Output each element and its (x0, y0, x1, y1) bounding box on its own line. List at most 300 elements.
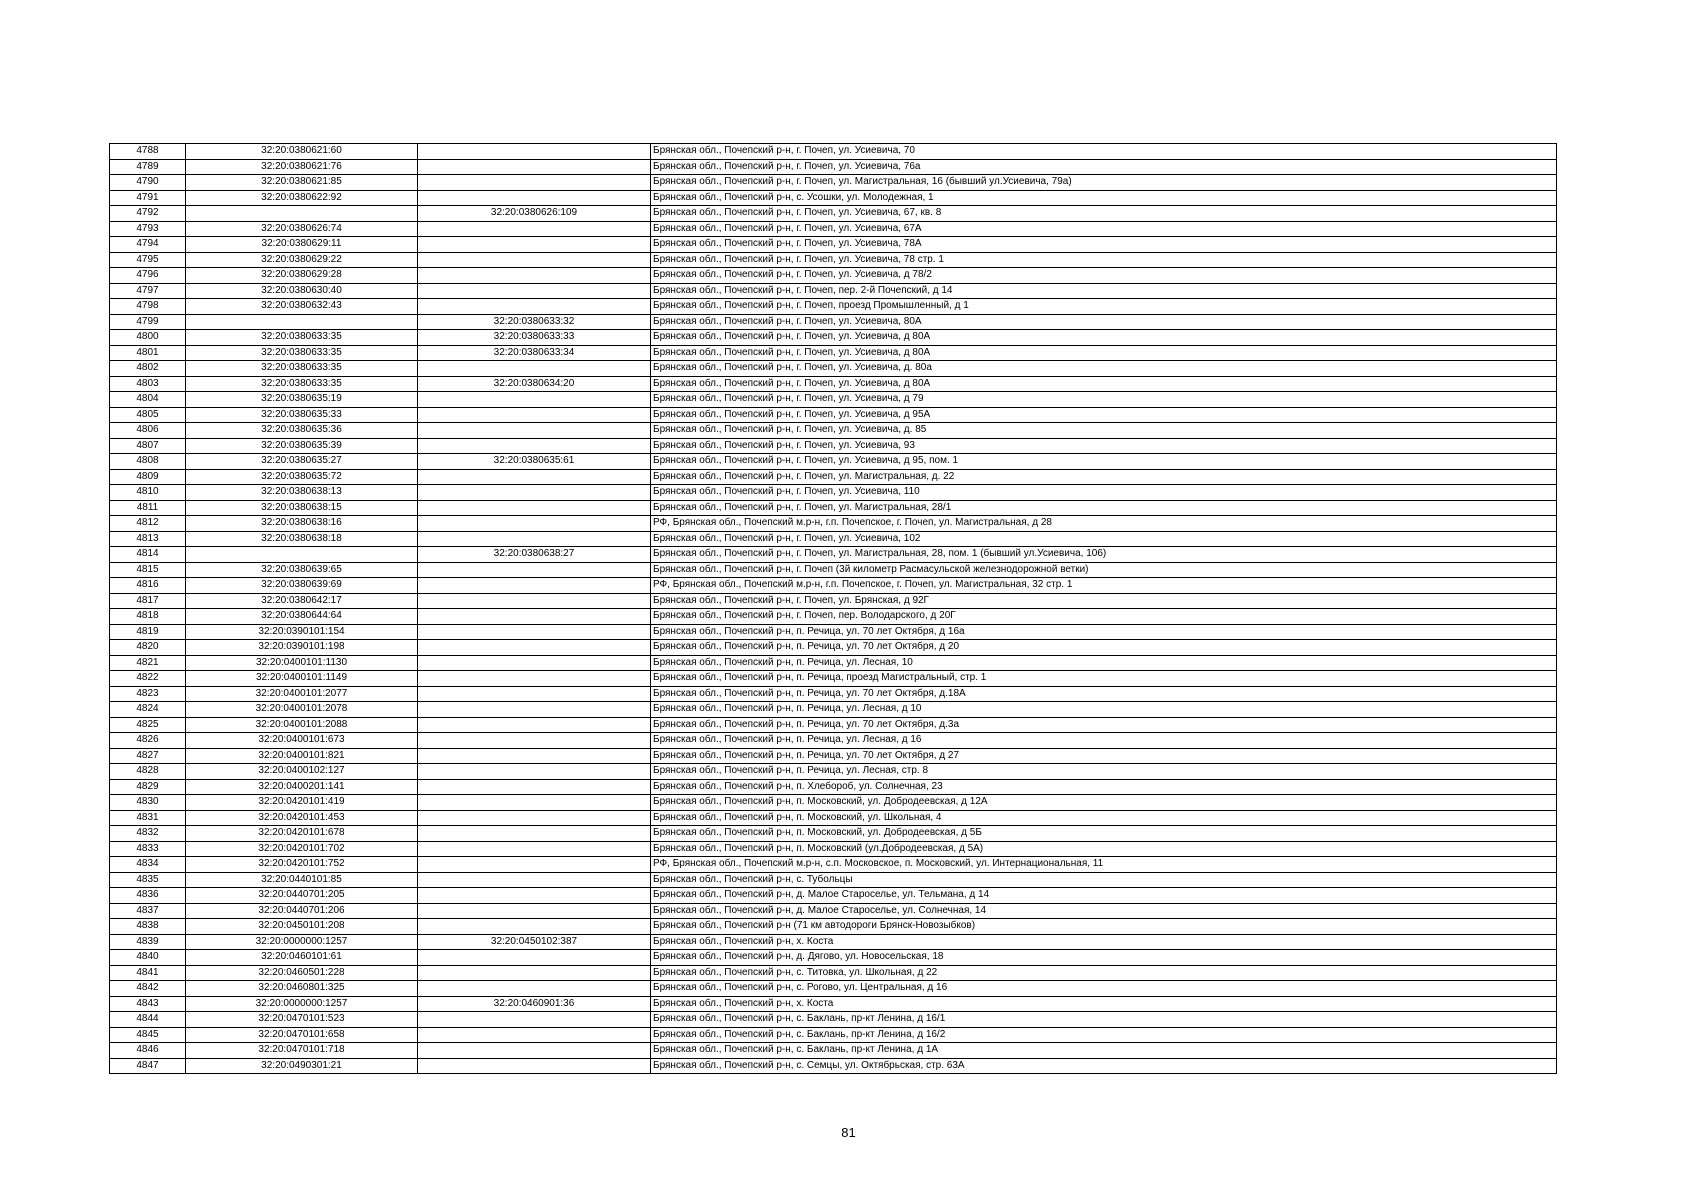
table-row (110, 392, 1557, 408)
address-cell: Брянская обл., Почепский р-н, г. Почеп, ул. Усиевича, 67, кв. 8 (651, 206, 1557, 222)
row-number-cell: 4843 (110, 996, 186, 1012)
cadastral-number-cell: 32:20:0380633:35 (186, 376, 418, 392)
cadastral-number-cell: 32:20:0450101:208 (186, 919, 418, 935)
cadastral-number-cell: 32:20:0470101:523 (186, 1012, 418, 1028)
table-row (110, 764, 1557, 780)
address-cell: Брянская обл., Почепский р-н, г. Почеп, ул. Магистральная, 28, пом. 1 (бывший ул.Усиевича, 106) (651, 547, 1557, 563)
related-cadastral-number-cell (418, 888, 651, 904)
cadastral-number-cell: 32:20:0380633:35 (186, 345, 418, 361)
row-number-cell: 4809 (110, 469, 186, 485)
related-cadastral-number-cell (418, 469, 651, 485)
cadastral-number-cell: 32:20:0000000:1257 (186, 934, 418, 950)
cadastral-number-cell: 32:20:0380629:11 (186, 237, 418, 253)
row-number-cell: 4838 (110, 919, 186, 935)
related-cadastral-number-cell (418, 516, 651, 532)
address-cell: РФ, Брянская обл., Почепский м.р-н, г.п. Почепское, г. Почеп, ул. Магистральная, 32 стр. 1 (651, 578, 1557, 594)
table-row (110, 934, 1557, 950)
table-row (110, 206, 1557, 222)
row-number-cell: 4845 (110, 1027, 186, 1043)
related-cadastral-number-cell (418, 407, 651, 423)
table-row (110, 748, 1557, 764)
address-cell: Брянская обл., Почепский р-н, г. Почеп, ул. Усиевича, 93 (651, 438, 1557, 454)
row-number-cell: 4844 (110, 1012, 186, 1028)
cadastral-number-cell: 32:20:0380642:17 (186, 593, 418, 609)
cadastral-number-cell: 32:20:0400101:2077 (186, 686, 418, 702)
address-cell: Брянская обл., Почепский р-н, г. Почеп, ул. Усиевича, 78 стр. 1 (651, 252, 1557, 268)
row-number-cell: 4819 (110, 624, 186, 640)
table-row (110, 640, 1557, 656)
address-cell: Брянская обл., Почепский р-н, с. Рогово, ул. Центральная, д 16 (651, 981, 1557, 997)
cadastral-number-cell: 32:20:0380638:18 (186, 531, 418, 547)
cadastral-number-cell: 32:20:0400201:141 (186, 779, 418, 795)
related-cadastral-number-cell (418, 438, 651, 454)
related-cadastral-number-cell (418, 841, 651, 857)
related-cadastral-number-cell: 32:20:0380634:20 (418, 376, 651, 392)
row-number-cell: 4829 (110, 779, 186, 795)
cadastral-number-cell: 32:20:0380635:72 (186, 469, 418, 485)
related-cadastral-number-cell (418, 764, 651, 780)
table-row (110, 299, 1557, 315)
address-cell: Брянская обл., Почепский р-н, г. Почеп, ул. Усиевича, 102 (651, 531, 1557, 547)
cadastral-number-cell: 32:20:0380635:39 (186, 438, 418, 454)
table-body (110, 144, 1557, 1074)
address-cell: Брянская обл., Почепский р-н, г. Почеп, ул. Усиевича, д 80А (651, 376, 1557, 392)
cadastral-number-cell: 32:20:0440701:205 (186, 888, 418, 904)
address-cell: Брянская обл., Почепский р-н, п. Речица, ул. 70 лет Октября, д 16а (651, 624, 1557, 640)
related-cadastral-number-cell (418, 919, 651, 935)
row-number-cell: 4790 (110, 175, 186, 191)
address-cell: Брянская обл., Почепский р-н, п. Речица, ул. 70 лет Октября, д.18А (651, 686, 1557, 702)
related-cadastral-number-cell (418, 702, 651, 718)
related-cadastral-number-cell (418, 965, 651, 981)
row-number-cell: 4816 (110, 578, 186, 594)
address-cell: РФ, Брянская обл., Почепский м.р-н, с.п. Московское, п. Московский, ул. Интернациональная, 11 (651, 857, 1557, 873)
cadastral-number-cell: 32:20:0470101:718 (186, 1043, 418, 1059)
table-row (110, 500, 1557, 516)
related-cadastral-number-cell: 32:20:0450102:387 (418, 934, 651, 950)
table-row (110, 407, 1557, 423)
cadastral-number-cell: 32:20:0380630:40 (186, 283, 418, 299)
row-number-cell: 4796 (110, 268, 186, 284)
address-cell: Брянская обл., Почепский р-н, г. Почеп, ул. Усиевича, д 78/2 (651, 268, 1557, 284)
address-cell: Брянская обл., Почепский р-н, г. Почеп, ул. Усиевича, 67А (651, 221, 1557, 237)
table-row (110, 268, 1557, 284)
row-number-cell: 4823 (110, 686, 186, 702)
table-row (110, 454, 1557, 470)
cadastral-number-cell: 32:20:0380635:36 (186, 423, 418, 439)
address-cell: Брянская обл., Почепский р-н, г. Почеп, ул. Усиевича, д 95, пом. 1 (651, 454, 1557, 470)
address-cell: Брянская обл., Почепский р-н, п. Речица, ул. 70 лет Октября, д.3а (651, 717, 1557, 733)
related-cadastral-number-cell (418, 624, 651, 640)
page-number: 81 (841, 1125, 856, 1140)
row-number-cell: 4835 (110, 872, 186, 888)
related-cadastral-number-cell: 32:20:0380638:27 (418, 547, 651, 563)
table-row (110, 981, 1557, 997)
address-cell: Брянская обл., Почепский р-н, г. Почеп, ул. Усиевича, 70 (651, 144, 1557, 160)
address-cell: Брянская обл., Почепский р-н, г. Почеп, ул. Усиевича, д. 85 (651, 423, 1557, 439)
address-cell: Брянская обл., Почепский р-н, п. Хлебороб, ул. Солнечная, 23 (651, 779, 1557, 795)
address-cell: Брянская обл., Почепский р-н, п. Речица, ул. Лесная, стр. 8 (651, 764, 1557, 780)
row-number-cell: 4842 (110, 981, 186, 997)
row-number-cell: 4818 (110, 609, 186, 625)
row-number-cell: 4800 (110, 330, 186, 346)
row-number-cell: 4808 (110, 454, 186, 470)
row-number-cell: 4802 (110, 361, 186, 377)
row-number-cell: 4826 (110, 733, 186, 749)
cadastral-number-cell (186, 206, 418, 222)
address-cell: Брянская обл., Почепский р-н (71 км автодороги Брянск-Новозыбков) (651, 919, 1557, 935)
row-number-cell: 4841 (110, 965, 186, 981)
address-cell: Брянская обл., Почепский р-н, с. Баклань, пр-кт Ленина, д 1А (651, 1043, 1557, 1059)
address-cell: Брянская обл., Почепский р-н, п. Речица, ул. 70 лет Октября, д 20 (651, 640, 1557, 656)
related-cadastral-number-cell (418, 748, 651, 764)
table-row (110, 221, 1557, 237)
row-number-cell: 4810 (110, 485, 186, 501)
table-row (110, 562, 1557, 578)
related-cadastral-number-cell: 32:20:0380626:109 (418, 206, 651, 222)
cadastral-number-cell: 32:20:0420101:678 (186, 826, 418, 842)
address-cell: Брянская обл., Почепский р-н, с. Усошки, ул. Молодежная, 1 (651, 190, 1557, 206)
table-row (110, 841, 1557, 857)
related-cadastral-number-cell (418, 299, 651, 315)
related-cadastral-number-cell (418, 252, 651, 268)
row-number-cell: 4794 (110, 237, 186, 253)
related-cadastral-number-cell: 32:20:0380633:34 (418, 345, 651, 361)
row-number-cell: 4791 (110, 190, 186, 206)
related-cadastral-number-cell (418, 795, 651, 811)
table-row (110, 1027, 1557, 1043)
cadastral-number-cell (186, 547, 418, 563)
row-number-cell: 4822 (110, 671, 186, 687)
table-row (110, 485, 1557, 501)
table-row (110, 190, 1557, 206)
related-cadastral-number-cell (418, 686, 651, 702)
address-cell: Брянская обл., Почепский р-н, с. Тубольцы (651, 872, 1557, 888)
address-cell: Брянская обл., Почепский р-н, г. Почеп, ул. Усиевича, 110 (651, 485, 1557, 501)
related-cadastral-number-cell (418, 655, 651, 671)
address-cell: Брянская обл., Почепский р-н, п. Речица, ул. Лесная, д 16 (651, 733, 1557, 749)
related-cadastral-number-cell (418, 640, 651, 656)
property-table-container (109, 143, 1557, 1074)
table-row (110, 423, 1557, 439)
cadastral-number-cell: 32:20:0420101:702 (186, 841, 418, 857)
related-cadastral-number-cell (418, 1027, 651, 1043)
row-number-cell: 4804 (110, 392, 186, 408)
address-cell: Брянская обл., Почепский р-н, п. Московский, ул. Школьная, 4 (651, 810, 1557, 826)
related-cadastral-number-cell (418, 500, 651, 516)
related-cadastral-number-cell (418, 268, 651, 284)
row-number-cell: 4836 (110, 888, 186, 904)
row-number-cell: 4792 (110, 206, 186, 222)
table-row (110, 624, 1557, 640)
address-cell: Брянская обл., Почепский р-н, г. Почеп, ул. Усиевича, д 95А (651, 407, 1557, 423)
row-number-cell: 4828 (110, 764, 186, 780)
row-number-cell: 4789 (110, 159, 186, 175)
address-cell: Брянская обл., Почепский р-н, с. Семцы, ул. Октябрьская, стр. 63А (651, 1058, 1557, 1074)
related-cadastral-number-cell (418, 1012, 651, 1028)
related-cadastral-number-cell (418, 159, 651, 175)
row-number-cell: 4815 (110, 562, 186, 578)
cadastral-number-cell: 32:20:0380626:74 (186, 221, 418, 237)
table-row (110, 531, 1557, 547)
address-cell: Брянская обл., Почепский р-н, г. Почеп, ул. Усиевича, 80А (651, 314, 1557, 330)
row-number-cell: 4839 (110, 934, 186, 950)
row-number-cell: 4847 (110, 1058, 186, 1074)
address-cell: Брянская обл., Почепский р-н, г. Почеп, ул. Усиевича, 76а (651, 159, 1557, 175)
row-number-cell: 4837 (110, 903, 186, 919)
related-cadastral-number-cell (418, 593, 651, 609)
row-number-cell: 4813 (110, 531, 186, 547)
cadastral-number-cell: 32:20:0380632:43 (186, 299, 418, 315)
related-cadastral-number-cell (418, 810, 651, 826)
address-cell: Брянская обл., Почепский р-н, г. Почеп, ул. Усиевича, 78А (651, 237, 1557, 253)
related-cadastral-number-cell (418, 392, 651, 408)
table-row (110, 655, 1557, 671)
table-row (110, 578, 1557, 594)
cadastral-number-cell: 32:20:0380633:35 (186, 330, 418, 346)
table-row (110, 686, 1557, 702)
table-row (110, 717, 1557, 733)
row-number-cell: 4840 (110, 950, 186, 966)
address-cell: Брянская обл., Почепский р-н, х. Коста (651, 996, 1557, 1012)
table-row (110, 702, 1557, 718)
cadastral-number-cell: 32:20:0380635:19 (186, 392, 418, 408)
table-row (110, 609, 1557, 625)
table-row (110, 283, 1557, 299)
table-row (110, 469, 1557, 485)
address-cell: Брянская обл., Почепский р-н, п. Московский, ул. Добродеевская, д 5Б (651, 826, 1557, 842)
address-cell: Брянская обл., Почепский р-н, г. Почеп, пер. 2-й Почепский, д 14 (651, 283, 1557, 299)
table-row (110, 376, 1557, 392)
table-row (110, 330, 1557, 346)
related-cadastral-number-cell (418, 283, 651, 299)
address-cell: Брянская обл., Почепский р-н, п. Московский, ул. Добродеевская, д 12А (651, 795, 1557, 811)
cadastral-number-cell: 32:20:0490301:21 (186, 1058, 418, 1074)
related-cadastral-number-cell (418, 717, 651, 733)
related-cadastral-number-cell (418, 857, 651, 873)
table-row (110, 144, 1557, 160)
table-row (110, 733, 1557, 749)
table-row (110, 237, 1557, 253)
row-number-cell: 4814 (110, 547, 186, 563)
cadastral-number-cell: 32:20:0380644:64 (186, 609, 418, 625)
related-cadastral-number-cell (418, 562, 651, 578)
related-cadastral-number-cell (418, 221, 651, 237)
cadastral-number-cell: 32:20:0400101:821 (186, 748, 418, 764)
related-cadastral-number-cell: 32:20:0380633:33 (418, 330, 651, 346)
cadastral-number-cell: 32:20:0380621:60 (186, 144, 418, 160)
table-row (110, 547, 1557, 563)
row-number-cell: 4788 (110, 144, 186, 160)
row-number-cell: 4827 (110, 748, 186, 764)
address-cell: Брянская обл., Почепский р-н, г. Почеп, ул. Усиевича, д 79 (651, 392, 1557, 408)
row-number-cell: 4805 (110, 407, 186, 423)
row-number-cell: 4821 (110, 655, 186, 671)
table-row (110, 1012, 1557, 1028)
related-cadastral-number-cell (418, 361, 651, 377)
address-cell: Брянская обл., Почепский р-н, п. Речица, ул. 70 лет Октября, д 27 (651, 748, 1557, 764)
cadastral-number-cell: 32:20:0400101:1149 (186, 671, 418, 687)
address-cell: Брянская обл., Почепский р-н, г. Почеп (3й километр Расмасульской железнодорожной ветки) (651, 562, 1557, 578)
cadastral-number-cell: 32:20:0400101:673 (186, 733, 418, 749)
related-cadastral-number-cell (418, 671, 651, 687)
cadastral-number-cell: 32:20:0380638:15 (186, 500, 418, 516)
cadastral-number-cell: 32:20:0390101:154 (186, 624, 418, 640)
table-row (110, 965, 1557, 981)
related-cadastral-number-cell (418, 190, 651, 206)
row-number-cell: 4833 (110, 841, 186, 857)
related-cadastral-number-cell (418, 485, 651, 501)
cadastral-number-cell: 32:20:0400102:127 (186, 764, 418, 780)
cadastral-number-cell: 32:20:0400101:2078 (186, 702, 418, 718)
table-row (110, 593, 1557, 609)
related-cadastral-number-cell (418, 826, 651, 842)
address-cell: Брянская обл., Почепский р-н, д. Малое Староселье, ул. Тельмана, д 14 (651, 888, 1557, 904)
table-row (110, 345, 1557, 361)
cadastral-number-cell: 32:20:0380633:35 (186, 361, 418, 377)
related-cadastral-number-cell: 32:20:0380635:61 (418, 454, 651, 470)
cadastral-number-cell: 32:20:0000000:1257 (186, 996, 418, 1012)
address-cell: Брянская обл., Почепский р-н, х. Коста (651, 934, 1557, 950)
related-cadastral-number-cell (418, 1043, 651, 1059)
address-cell: Брянская обл., Почепский р-н, г. Почеп, проезд Промышленный, д 1 (651, 299, 1557, 315)
row-number-cell: 4832 (110, 826, 186, 842)
row-number-cell: 4824 (110, 702, 186, 718)
table-row (110, 888, 1557, 904)
row-number-cell: 4830 (110, 795, 186, 811)
row-number-cell: 4806 (110, 423, 186, 439)
cadastral-number-cell: 32:20:0460801:325 (186, 981, 418, 997)
row-number-cell: 4825 (110, 717, 186, 733)
table-row (110, 438, 1557, 454)
address-cell: Брянская обл., Почепский р-н, с. Баклань, пр-кт Ленина, д 16/1 (651, 1012, 1557, 1028)
related-cadastral-number-cell (418, 872, 651, 888)
cadastral-number-cell: 32:20:0380635:33 (186, 407, 418, 423)
cadastral-number-cell: 32:20:0420101:752 (186, 857, 418, 873)
related-cadastral-number-cell (418, 175, 651, 191)
table-row (110, 175, 1557, 191)
cadastral-number-cell: 32:20:0440701:206 (186, 903, 418, 919)
table-row (110, 795, 1557, 811)
table-row (110, 361, 1557, 377)
row-number-cell: 4795 (110, 252, 186, 268)
address-cell: Брянская обл., Почепский р-н, д. Дягово, ул. Новосельская, 18 (651, 950, 1557, 966)
related-cadastral-number-cell (418, 144, 651, 160)
address-cell: Брянская обл., Почепский р-н, п. Московский (ул.Добродеевская, д 5А) (651, 841, 1557, 857)
table-row (110, 1058, 1557, 1074)
row-number-cell: 4801 (110, 345, 186, 361)
row-number-cell: 4811 (110, 500, 186, 516)
related-cadastral-number-cell (418, 981, 651, 997)
address-cell: Брянская обл., Почепский р-н, д. Малое Староселье, ул. Солнечная, 14 (651, 903, 1557, 919)
address-cell: Брянская обл., Почепский р-н, п. Речица, ул. Лесная, д 10 (651, 702, 1557, 718)
row-number-cell: 4803 (110, 376, 186, 392)
related-cadastral-number-cell (418, 733, 651, 749)
cadastral-number-cell (186, 314, 418, 330)
row-number-cell: 4797 (110, 283, 186, 299)
related-cadastral-number-cell: 32:20:0380633:32 (418, 314, 651, 330)
row-number-cell: 4807 (110, 438, 186, 454)
cadastral-number-cell: 32:20:0380621:85 (186, 175, 418, 191)
cadastral-number-cell: 32:20:0380629:22 (186, 252, 418, 268)
address-cell: Брянская обл., Почепский р-н, п. Речица, проезд Магистральный, стр. 1 (651, 671, 1557, 687)
address-cell: Брянская обл., Почепский р-н, г. Почеп, ул. Магистральная, 16 (бывший ул.Усиевича, 79а) (651, 175, 1557, 191)
row-number-cell: 4798 (110, 299, 186, 315)
row-number-cell: 4831 (110, 810, 186, 826)
related-cadastral-number-cell (418, 779, 651, 795)
related-cadastral-number-cell (418, 531, 651, 547)
row-number-cell: 4793 (110, 221, 186, 237)
cadastral-number-cell: 32:20:0460501:228 (186, 965, 418, 981)
related-cadastral-number-cell (418, 237, 651, 253)
cadastral-number-cell: 32:20:0400101:1130 (186, 655, 418, 671)
table-row (110, 252, 1557, 268)
cadastral-number-cell: 32:20:0380638:16 (186, 516, 418, 532)
row-number-cell: 4846 (110, 1043, 186, 1059)
related-cadastral-number-cell (418, 609, 651, 625)
cadastral-number-cell: 32:20:0380639:65 (186, 562, 418, 578)
cadastral-number-cell: 32:20:0390101:198 (186, 640, 418, 656)
related-cadastral-number-cell: 32:20:0460901:36 (418, 996, 651, 1012)
address-cell: Брянская обл., Почепский р-н, г. Почеп, ул. Усиевича, д. 80а (651, 361, 1557, 377)
address-cell: Брянская обл., Почепский р-н, г. Почеп, ул. Магистральная, д. 22 (651, 469, 1557, 485)
address-cell: Брянская обл., Почепский р-н, с. Титовка, ул. Школьная, д 22 (651, 965, 1557, 981)
table-row (110, 671, 1557, 687)
table-row (110, 919, 1557, 935)
table-row (110, 314, 1557, 330)
cadastral-number-cell: 32:20:0380629:28 (186, 268, 418, 284)
table-row (110, 826, 1557, 842)
row-number-cell: 4799 (110, 314, 186, 330)
table-row (110, 903, 1557, 919)
related-cadastral-number-cell (418, 950, 651, 966)
address-cell: РФ, Брянская обл., Почепский м.р-н, г.п. Почепское, г. Почеп, ул. Магистральная, д 28 (651, 516, 1557, 532)
row-number-cell: 4817 (110, 593, 186, 609)
cadastral-number-cell: 32:20:0420101:453 (186, 810, 418, 826)
row-number-cell: 4812 (110, 516, 186, 532)
property-table (109, 143, 1557, 1074)
address-cell: Брянская обл., Почепский р-н, п. Речица, ул. Лесная, 10 (651, 655, 1557, 671)
cadastral-number-cell: 32:20:0380638:13 (186, 485, 418, 501)
related-cadastral-number-cell (418, 423, 651, 439)
table-row (110, 872, 1557, 888)
cadastral-number-cell: 32:20:0400101:2088 (186, 717, 418, 733)
address-cell: Брянская обл., Почепский р-н, г. Почеп, ул. Усиевича, д 80А (651, 345, 1557, 361)
address-cell: Брянская обл., Почепский р-н, г. Почеп, ул. Магистральная, 28/1 (651, 500, 1557, 516)
cadastral-number-cell: 32:20:0380639:69 (186, 578, 418, 594)
related-cadastral-number-cell (418, 1058, 651, 1074)
cadastral-number-cell: 32:20:0420101:419 (186, 795, 418, 811)
related-cadastral-number-cell (418, 578, 651, 594)
row-number-cell: 4834 (110, 857, 186, 873)
related-cadastral-number-cell (418, 903, 651, 919)
cadastral-number-cell: 32:20:0380622:92 (186, 190, 418, 206)
table-row (110, 996, 1557, 1012)
table-row (110, 950, 1557, 966)
address-cell: Брянская обл., Почепский р-н, г. Почеп, пер. Володарского, д 20Г (651, 609, 1557, 625)
address-cell: Брянская обл., Почепский р-н, г. Почеп, ул. Брянская, д 92Г (651, 593, 1557, 609)
table-row (110, 779, 1557, 795)
table-row (110, 516, 1557, 532)
cadastral-number-cell: 32:20:0380621:76 (186, 159, 418, 175)
cadastral-number-cell: 32:20:0460101:61 (186, 950, 418, 966)
table-row (110, 1043, 1557, 1059)
cadastral-number-cell: 32:20:0380635:27 (186, 454, 418, 470)
table-row (110, 810, 1557, 826)
table-row (110, 159, 1557, 175)
row-number-cell: 4820 (110, 640, 186, 656)
address-cell: Брянская обл., Почепский р-н, г. Почеп, ул. Усиевича, д 80А (651, 330, 1557, 346)
